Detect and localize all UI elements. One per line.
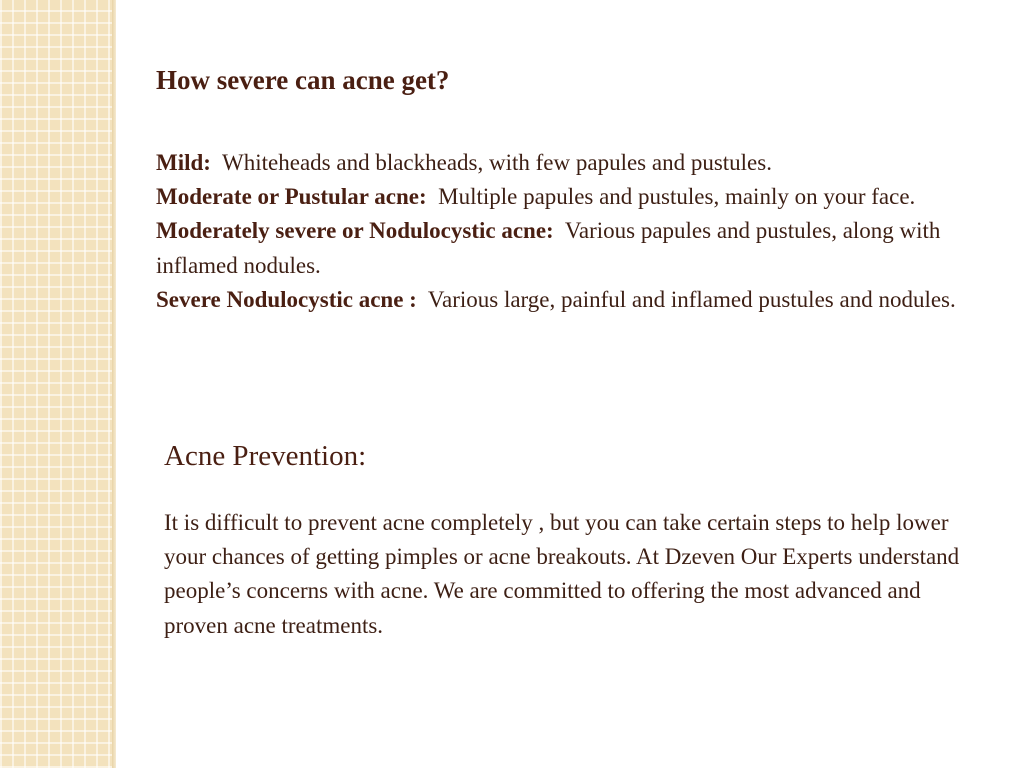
- severity-term: Severe Nodulocystic acne :: [156, 286, 417, 312]
- severity-description: Whiteheads and blackheads, with few papules and pustules.: [222, 150, 772, 175]
- severity-term: Mild:: [156, 150, 211, 175]
- severity-term: Moderate or Pustular acne:: [156, 184, 427, 210]
- side-pattern-edge: [112, 0, 116, 768]
- severity-entry-moderate: [156, 180, 956, 214]
- severity-heading: How severe can acne get?: [156, 65, 450, 95]
- severity-list: [156, 146, 956, 317]
- severity-description: Various papules and pustules, along with inflamed nodules.: [156, 218, 941, 278]
- prevention-heading: Acne Prevention:: [164, 440, 367, 472]
- severity-entry-moderately-severe: [156, 214, 956, 282]
- decorative-side-pattern: [0, 0, 112, 768]
- severity-description: Various large, painful and inflamed pustules and nodules.: [427, 286, 956, 312]
- severity-term: Moderately severe or Nodulocystic acne:: [156, 218, 554, 244]
- severity-entry-severe: [156, 283, 956, 317]
- severity-description: Multiple papules and pustules, mainly on your face.: [438, 184, 916, 210]
- prevention-paragraph: It is difficult to prevent acne completely , but you can take certain steps to help lower your chances of getting pimples or acne breakouts. At Dzeven Our Experts understand people’s concerns with acne. We are committed to offering the most advanced and proven acne treatments.: [164, 510, 960, 638]
- severity-entry-mild: [156, 146, 956, 180]
